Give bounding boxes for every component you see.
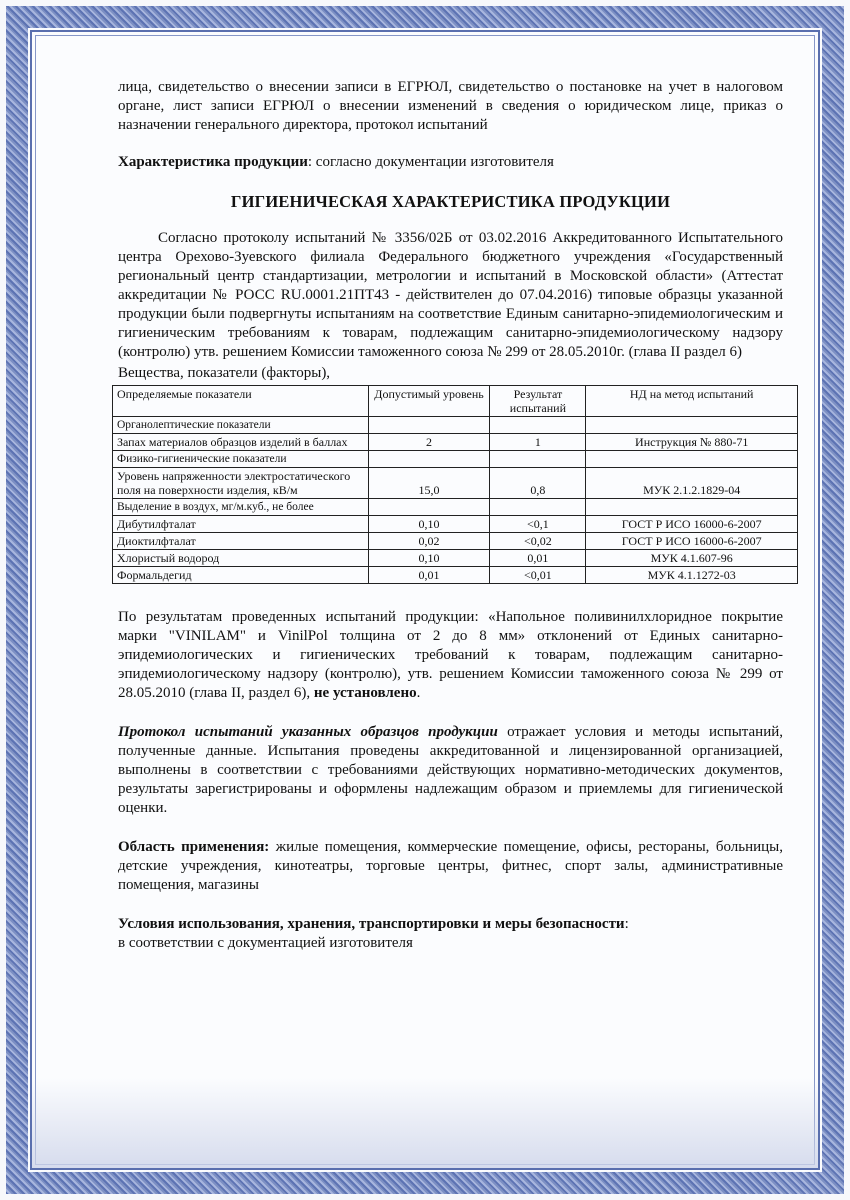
conclusion-emphasis: не установлено [313,685,417,701]
column-header-limit: Допустимый уровень [368,386,490,417]
table-row [113,451,798,468]
conditions-text: в соответствии с документацией изготовителя [118,935,413,951]
indicator-name: Хлористый водород [113,550,369,567]
method-value: ГОСТ Р ИСО 16000-6-2007 [586,516,798,533]
group-label: Физико-гигиенические показатели [113,451,369,468]
application-paragraph [118,838,783,895]
column-header-method: НД на метод испытаний [586,386,798,417]
table-header-row [113,386,798,417]
conditions-heading [118,915,783,934]
protocol-paragraph: Согласно протоколу испытаний № 3356/02Б от 03.02.2016 Аккредитованного Испытательного центра Орехово-Зуевского филиала Федерального бюджетного учреждения «Государственный региональный центр стандартизации, метрологии и испытаний в Московской области» (Аттестат аккредитации № РОСС RU.0001.21ПТ43 - действителен до 07.04.2016) типовые образцы указанной продукции были подвергнуты испытаниям на соответствие Единым санитарно-эпидемиологическим и гигиеническим требованиям к товарам, подлежащим санитарно-эпидемиологическому надзору (контролю) утв. решением Комиссии таможенного союза № 299 от 28.05.2010г. (глава II раздел 6) [118,230,783,360]
table-row [113,567,798,584]
conclusion-text: По результатам проведенных испытаний продукции: «Напольное поливинилхлоридное покрытие марки "VINILAM" и VinilPol толщина от 2 до 8 мм» отклонений от Единых санитарно-эпидемиологических и гигиенических требований к товарам, подлежащим санитарно-эпидемиологическому надзору (контролю), утв. решением Комиссии таможенного союза № 299 от 28.05.2010 (глава II, раздел 6), [118,609,783,701]
table-row [113,533,798,550]
test-results-table [112,385,798,584]
conclusion-end: . [416,685,421,701]
product-characteristic-label: Характеристика продукции [118,154,308,170]
result-value: 0,8 [490,468,586,499]
method-value: ГОСТ Р ИСО 16000-6-2007 [586,533,798,550]
result-value: <0,1 [490,516,586,533]
section-heading: ГИГИЕНИЧЕСКАЯ ХАРАКТЕРИСТИКА ПРОДУКЦИИ [230,192,671,211]
table-row [113,499,798,516]
indicator-name: Уровень напряженности электростатического поля на поверхности изделия, кВ/м [113,468,369,499]
table-caption: Вещества, показатели (факторы), [118,365,331,381]
table-row [113,468,798,499]
limit-value: 0,02 [368,533,490,550]
limit-value: 0,10 [368,550,490,567]
protocol-note-paragraph [118,723,783,818]
result-value: 0,01 [490,550,586,567]
table-row [113,516,798,533]
column-header-indicator: Определяемые показатели [113,386,369,417]
indicator-name: Формальдегид [113,567,369,584]
group-label: Органолептические показатели [113,417,369,434]
method-value: Инструкция № 880-71 [586,434,798,451]
limit-value: 15,0 [368,468,490,499]
application-text: жилые помещения, коммерческие помещение, офисы, рестораны, больницы, детские учреждения, кинотеатры, торговые центры, фитнес, спорт залы, административные помещения, магазины [118,839,784,893]
indicator-name: Дибутилфталат [113,516,369,533]
indicator-name: Диоктилфталат [113,533,369,550]
limit-value: 0,10 [368,516,490,533]
method-value: МУК 4.1.1272-03 [586,567,798,584]
product-characteristic [118,153,783,172]
protocol-note-label: Протокол испытаний указанных образцов продукции [118,724,498,740]
limit-value: 0,01 [368,567,490,584]
method-value: МУК 4.1.607-96 [586,550,798,567]
table-row [113,550,798,567]
conclusion-paragraph [118,608,783,703]
result-value: <0,01 [490,567,586,584]
limit-value: 2 [368,434,490,451]
table-row [113,417,798,434]
indicator-name: Запах материалов образцов изделий в баллах [113,434,369,451]
document-body [118,78,783,953]
decorative-bottom-band [32,1078,818,1168]
product-characteristic-text: : согласно документации изготовителя [307,154,554,170]
group-label: Выделение в воздух, мг/м.куб., не более [113,499,369,516]
column-header-result: Результат испытаний [490,386,586,417]
result-value: <0,02 [490,533,586,550]
conditions-label: Условия использования, хранения, транспортировки и меры безопасности [118,916,625,932]
conditions-colon: : [624,916,629,932]
table-row [113,434,798,451]
protocol-note-text: отражает условия и методы испытаний, полученные данные. Испытания проведены аккредитованной и лицензированной организацией, выполнены в соответствии с требованиями действующих нормативно-методических документов, результаты зарегистрированы и оформлены надлежащим образом и приемлемы для гигиенической оценки. [118,724,784,816]
intro-paragraph: лица, свидетельство о внесении записи в ЕГРЮЛ, свидетельство о постановке на учет в налоговом органе, лист записи ЕГРЮЛ о внесении изменений в сведения о юридическом лице, приказ о назначении генерального директора, протокол испытаний [118,79,783,133]
result-value: 1 [490,434,586,451]
method-value: МУК 2.1.2.1829-04 [586,468,798,499]
application-label: Область применения: [118,839,270,855]
